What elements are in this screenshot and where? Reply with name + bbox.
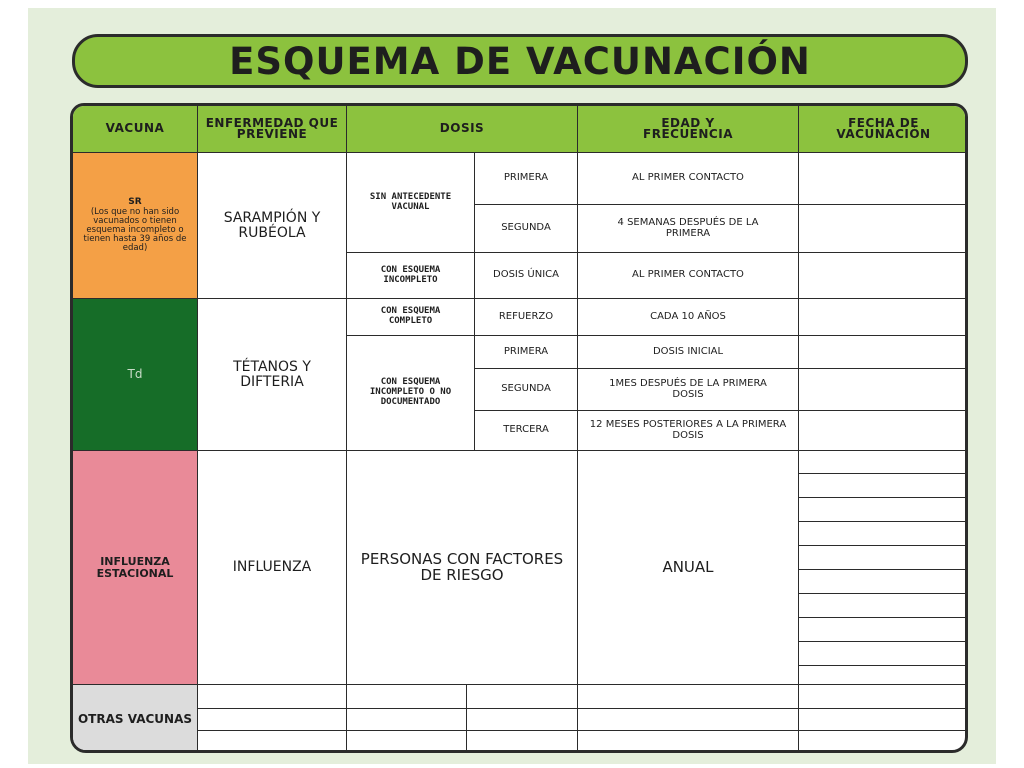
sr-fecha-1[interactable] [799,153,968,205]
otras-cell[interactable] [578,709,799,731]
fecha-line [799,593,968,594]
sr-edad-3: AL PRIMER CONTACTO [578,253,799,299]
td-edad-3: 1MES DESPUÉS DE LA PRIMERA DOSIS [578,369,799,411]
fecha-line [799,569,968,570]
td-fecha-2[interactable] [799,336,968,369]
td-fecha-1[interactable] [799,299,968,336]
sr-group-con-esquema-incompleto: CON ESQUEMA INCOMPLETO [347,253,475,299]
enfermedad-sr: SARAMPIÓN Y RUBÉOLA [198,153,347,299]
otras-cell[interactable] [347,685,467,709]
vacuna-td-cell: Td [73,299,198,451]
influenza-fecha-cell[interactable] [799,451,968,685]
header-edad-frecuencia: EDAD Y FRECUENCIA [578,106,799,153]
fecha-line [799,473,968,474]
vacuna-influenza-cell: INFLUENZA ESTACIONAL [73,451,198,685]
td-fecha-4[interactable] [799,411,968,451]
td-edad-4: 12 MESES POSTERIORES A LA PRIMERA DOSIS [578,411,799,451]
otras-cell[interactable] [347,731,467,753]
otras-cell[interactable] [467,731,578,753]
sr-fecha-3[interactable] [799,253,968,299]
vacuna-sr-cell [73,153,198,299]
sr-edad-1: AL PRIMER CONTACTO [578,153,799,205]
sr-dosis-3: DOSIS ÚNICA [475,253,578,299]
otras-cell[interactable] [799,709,968,731]
otras-cell[interactable] [799,685,968,709]
influenza-dosis: PERSONAS CON FACTORES DE RIESGO [347,451,578,685]
otras-cell[interactable] [198,709,347,731]
otras-cell[interactable] [578,731,799,753]
sr-group-sin-antecedente: SIN ANTECEDENTE VACUNAL [347,153,475,253]
header-vacuna: VACUNA [73,106,198,153]
sr-fecha-2[interactable] [799,205,968,253]
otras-cell[interactable] [578,685,799,709]
sr-dosis-2: SEGUNDA [475,205,578,253]
otras-cell[interactable] [198,685,347,709]
td-group-con-esquema-completo: CON ESQUEMA COMPLETO [347,299,475,336]
fecha-line [799,521,968,522]
td-edad-1: CADA 10 AÑOS [578,299,799,336]
otras-cell[interactable] [799,731,968,753]
otras-cell[interactable] [198,731,347,753]
td-edad-2: DOSIS INICIAL [578,336,799,369]
vacuna-sr-note: (Los que no han sido vacunados o tienen esquema incompleto o tienen hasta 39 años de edad) [83,206,187,253]
page-title: ESQUEMA DE VACUNACIÓN [229,39,811,83]
vacuna-otras-cell: OTRAS VACUNAS [73,685,198,753]
otras-cell[interactable] [347,709,467,731]
fecha-line [799,497,968,498]
vacuna-sr-name: SR [128,197,142,208]
td-dosis-3: SEGUNDA [475,369,578,411]
vaccination-table [70,103,968,753]
header-fecha-vacunacion: FECHA DE VACUNACIÓN [799,106,968,153]
influenza-edad: ANUAL [578,451,799,685]
enfermedad-td: TÉTANOS Y DIFTERIA [198,299,347,451]
fecha-line [799,641,968,642]
fecha-line [799,545,968,546]
sr-dosis-1: PRIMERA [475,153,578,205]
td-dosis-1: REFUERZO [475,299,578,336]
header-enfermedad: ENFERMEDAD QUE PREVIENE [198,106,347,153]
title-banner [72,34,968,88]
td-fecha-3[interactable] [799,369,968,411]
fecha-line [799,665,968,666]
header-dosis: DOSIS [347,106,578,153]
td-dosis-4: TERCERA [475,411,578,451]
otras-cell[interactable] [467,685,578,709]
td-group-incompleto-no-documentado: CON ESQUEMA INCOMPLETO O NO DOCUMENTADO [347,336,475,451]
otras-cell[interactable] [467,709,578,731]
fecha-line [799,617,968,618]
td-dosis-2: PRIMERA [475,336,578,369]
enfermedad-influenza: INFLUENZA [198,451,347,685]
sr-edad-2: 4 SEMANAS DESPUÉS DE LA PRIMERA [578,205,799,253]
